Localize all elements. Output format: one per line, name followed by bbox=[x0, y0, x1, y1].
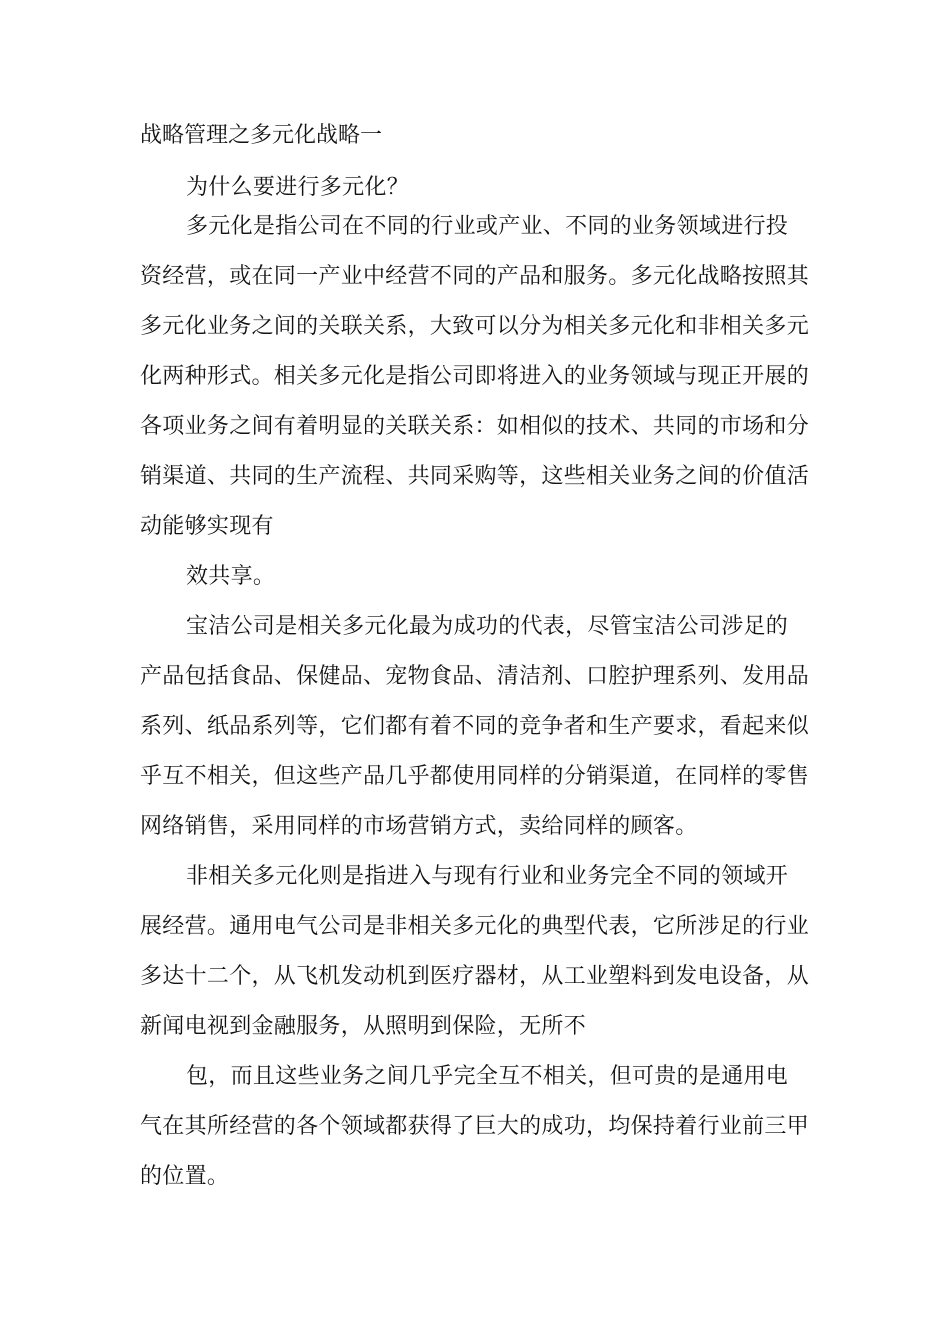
text-line: 非相关多元化则是指进入与现有行业和业务完全不同的领域开 bbox=[186, 864, 789, 889]
text-line: 各项业务之间有着明显的关联关系：如相似的技术、共同的市场和分 bbox=[140, 414, 810, 439]
text-line: 销渠道、共同的生产流程、共同采购等，这些相关业务之间的价值活 bbox=[140, 464, 810, 489]
text-line: 动能够实现有 bbox=[140, 514, 274, 539]
text-line: 宝洁公司是相关多元化最为成功的代表，尽管宝洁公司涉足的 bbox=[186, 614, 789, 639]
text-line: 包，而且这些业务之间几乎完全互不相关，但可贵的是通用电 bbox=[186, 1064, 789, 1089]
text-line: 多元化是指公司在不同的行业或产业、不同的业务领域进行投 bbox=[186, 214, 789, 239]
text-line: 新闻电视到金融服务，从照明到保险，无所不 bbox=[140, 1014, 587, 1039]
text-line: 气在其所经营的各个领域都获得了巨大的成功，均保持着行业前三甲 bbox=[140, 1114, 810, 1139]
text-line: 为什么要进行多元化？ bbox=[186, 175, 410, 200]
text-line: 的位置。 bbox=[140, 1164, 230, 1189]
text-line: 资经营，或在同一产业中经营不同的产品和服务。多元化战略按照其 bbox=[140, 264, 810, 289]
text-line: 化两种形式。相关多元化是指公司即将进入的业务领域与现正开展的 bbox=[140, 364, 810, 389]
text-line: 展经营。通用电气公司是非相关多元化的典型代表，它所涉足的行业 bbox=[140, 914, 810, 939]
text-line: 多达十二个，从飞机发动机到医疗器材，从工业塑料到发电设备，从 bbox=[140, 964, 810, 989]
text-line: 网络销售，采用同样的市场营销方式，卖给同样的顾客。 bbox=[140, 814, 698, 839]
text-line: 多元化业务之间的关联关系，大致可以分为相关多元化和非相关多元 bbox=[140, 314, 810, 339]
text-line: 乎互不相关，但这些产品几乎都使用同样的分销渠道，在同样的零售 bbox=[140, 764, 810, 789]
text-line: 系列、纸品系列等，它们都有着不同的竞争者和生产要求，看起来似 bbox=[140, 714, 810, 739]
text-line: 产品包括食品、保健品、宠物食品、清洁剂、口腔护理系列、发用品 bbox=[140, 664, 810, 689]
document-title: 战略管理之多元化战略一 bbox=[140, 123, 383, 148]
text-line: 效共享。 bbox=[186, 564, 276, 589]
